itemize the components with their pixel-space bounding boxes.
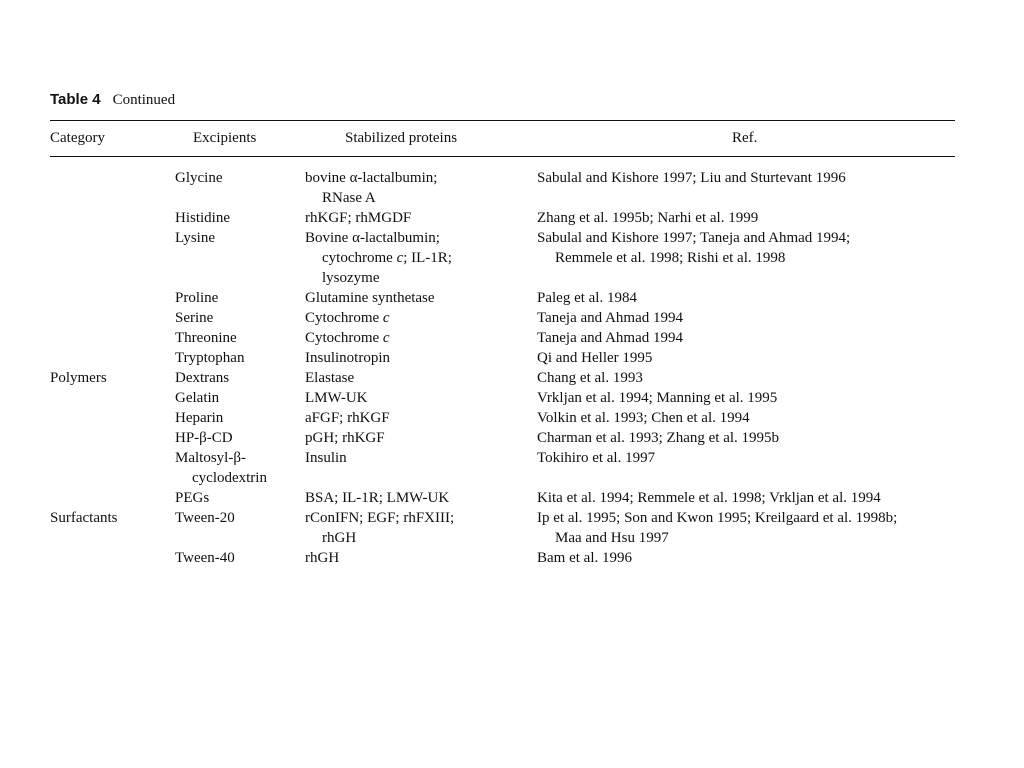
cell-stabilized-proteins-line: lysozyme bbox=[322, 270, 380, 286]
cell-ref-line: Volkin et al. 1993; Chen et al. 1994 bbox=[537, 410, 750, 426]
cell-excipient bbox=[175, 288, 305, 308]
cell-ref bbox=[537, 208, 955, 228]
cell-ref-line: Bam et al. 1996 bbox=[537, 550, 632, 566]
cell-excipient bbox=[175, 428, 305, 448]
cell-excipient-line: Glycine bbox=[175, 170, 223, 186]
cell-ref bbox=[537, 508, 955, 548]
table-caption-label: Table 4 bbox=[50, 91, 101, 108]
cell-excipient-line: Histidine bbox=[175, 210, 230, 226]
cell-stabilized-proteins-line: RNase A bbox=[322, 190, 376, 206]
header-excipients: Excipients bbox=[193, 130, 257, 146]
table-caption-text: Continued bbox=[112, 92, 176, 108]
cell-stabilized-proteins-line: LMW-UK bbox=[305, 390, 368, 406]
cell-excipient bbox=[175, 448, 305, 488]
cell-stabilized-proteins-line: Cytochrome c bbox=[305, 310, 390, 326]
cell-stabilized-proteins-line: Bovine α-lactalbumin; bbox=[305, 230, 440, 246]
cell-stabilized-proteins-line: aFGF; rhKGF bbox=[305, 410, 390, 426]
cell-stabilized-proteins bbox=[305, 308, 537, 328]
cell-ref bbox=[537, 408, 955, 428]
table-row bbox=[50, 408, 955, 428]
cell-category bbox=[50, 168, 175, 208]
table-row bbox=[50, 348, 955, 368]
cell-category bbox=[50, 508, 175, 548]
cell-ref-line: Remmele et al. 1998; Rishi et al. 1998 bbox=[555, 250, 786, 266]
cell-category bbox=[50, 448, 175, 488]
cell-stabilized-proteins bbox=[305, 208, 537, 228]
table-row bbox=[50, 308, 955, 328]
cell-category bbox=[50, 368, 175, 388]
cell-category-line: Surfactants bbox=[50, 510, 118, 526]
table-row bbox=[50, 388, 955, 408]
cell-excipient-line: Tween-20 bbox=[175, 510, 235, 526]
cell-category bbox=[50, 548, 175, 568]
cell-excipient bbox=[175, 348, 305, 368]
table-row bbox=[50, 428, 955, 448]
cell-excipient bbox=[175, 168, 305, 208]
cell-ref-line: Kita et al. 1994; Remmele et al. 1998; Vrkljan et al. 1994 bbox=[537, 490, 881, 506]
cell-category bbox=[50, 328, 175, 348]
cell-excipient bbox=[175, 228, 305, 288]
cell-ref bbox=[537, 548, 955, 568]
header-stabilized-proteins: Stabilized proteins bbox=[345, 130, 458, 146]
cell-excipient-line: Tryptophan bbox=[175, 350, 245, 366]
cell-excipient-line: Heparin bbox=[175, 410, 224, 426]
cell-ref bbox=[537, 168, 955, 208]
table-row bbox=[50, 508, 955, 548]
cell-stabilized-proteins-line: Insulinotropin bbox=[305, 350, 390, 366]
cell-ref bbox=[537, 428, 955, 448]
header-category: Category bbox=[50, 130, 105, 146]
cell-category bbox=[50, 408, 175, 428]
cell-excipient bbox=[175, 308, 305, 328]
cell-excipient bbox=[175, 368, 305, 388]
cell-excipient bbox=[175, 388, 305, 408]
cell-ref-line: Maa and Hsu 1997 bbox=[555, 530, 669, 546]
cell-excipient bbox=[175, 508, 305, 548]
cell-ref bbox=[537, 368, 955, 388]
table-row bbox=[50, 368, 955, 388]
cell-excipient-line: Maltosyl-β- bbox=[175, 450, 246, 466]
cell-category bbox=[50, 288, 175, 308]
cell-stabilized-proteins bbox=[305, 508, 537, 548]
cell-category bbox=[50, 308, 175, 328]
cell-ref bbox=[537, 388, 955, 408]
cell-excipient-line: Threonine bbox=[175, 330, 237, 346]
cell-ref-line: Charman et al. 1993; Zhang et al. 1995b bbox=[537, 430, 780, 446]
cell-category bbox=[50, 488, 175, 508]
cell-stabilized-proteins bbox=[305, 328, 537, 348]
cell-stabilized-proteins-line: Glutamine synthetase bbox=[305, 290, 435, 306]
cell-excipient-line: cyclodextrin bbox=[192, 470, 267, 486]
cell-ref-line: Chang et al. 1993 bbox=[537, 370, 643, 386]
table-row bbox=[50, 168, 955, 208]
cell-ref-line: Zhang et al. 1995b; Narhi et al. 1999 bbox=[537, 210, 759, 226]
cell-excipient-line: Gelatin bbox=[175, 390, 220, 406]
cell-ref-line: Taneja and Ahmad 1994 bbox=[537, 330, 683, 346]
cell-stabilized-proteins-line: Insulin bbox=[305, 450, 347, 466]
cell-excipient-line: PEGs bbox=[175, 490, 210, 506]
cell-excipient bbox=[175, 328, 305, 348]
cell-ref-line: Sabulal and Kishore 1997; Liu and Sturtevant 1996 bbox=[537, 170, 846, 186]
cell-ref bbox=[537, 228, 955, 288]
cell-stabilized-proteins bbox=[305, 288, 537, 308]
cell-excipient bbox=[175, 208, 305, 228]
cell-stabilized-proteins-line: rhKGF; rhMGDF bbox=[305, 210, 412, 226]
cell-ref bbox=[537, 348, 955, 368]
cell-category bbox=[50, 428, 175, 448]
cell-excipient-line: Lysine bbox=[175, 230, 215, 246]
cell-excipient-line: Dextrans bbox=[175, 370, 230, 386]
cell-category bbox=[50, 228, 175, 288]
table-row bbox=[50, 328, 955, 348]
cell-stabilized-proteins-line: Elastase bbox=[305, 370, 355, 386]
header-ref: Ref. bbox=[732, 130, 758, 146]
cell-stabilized-proteins bbox=[305, 168, 537, 208]
table-row bbox=[50, 488, 955, 508]
cell-excipient-line: HP-β-CD bbox=[175, 430, 233, 446]
cell-category bbox=[50, 348, 175, 368]
cell-excipient-line: Proline bbox=[175, 290, 219, 306]
cell-stabilized-proteins bbox=[305, 448, 537, 488]
cell-stabilized-proteins-line: rhGH bbox=[322, 530, 357, 546]
cell-stabilized-proteins bbox=[305, 388, 537, 408]
cell-ref-line: Vrkljan et al. 1994; Manning et al. 1995 bbox=[537, 390, 778, 406]
cell-category-line: Polymers bbox=[50, 370, 107, 386]
cell-stabilized-proteins bbox=[305, 368, 537, 388]
cell-ref-line: Tokihiro et al. 1997 bbox=[537, 450, 656, 466]
cell-excipient bbox=[175, 548, 305, 568]
cell-excipient-line: Serine bbox=[175, 310, 214, 326]
table-body bbox=[50, 168, 955, 568]
cell-stabilized-proteins bbox=[305, 548, 537, 568]
cell-stabilized-proteins bbox=[305, 228, 537, 288]
cell-ref bbox=[537, 448, 955, 488]
cell-stabilized-proteins-line: cytochrome c; IL-1R; bbox=[322, 250, 452, 266]
cell-excipient bbox=[175, 488, 305, 508]
cell-ref bbox=[537, 288, 955, 308]
cell-stabilized-proteins bbox=[305, 348, 537, 368]
cell-stabilized-proteins-line: pGH; rhKGF bbox=[305, 430, 385, 446]
table-top-rule bbox=[50, 120, 955, 121]
cell-stabilized-proteins bbox=[305, 428, 537, 448]
cell-stabilized-proteins bbox=[305, 488, 537, 508]
cell-stabilized-proteins-line: bovine α-lactalbumin; bbox=[305, 170, 438, 186]
cell-ref-line: Ip et al. 1995; Son and Kwon 1995; Kreilgaard et al. 1998b; bbox=[537, 510, 898, 526]
cell-stabilized-proteins bbox=[305, 408, 537, 428]
cell-excipient-line: Tween-40 bbox=[175, 550, 235, 566]
cell-stabilized-proteins-line: BSA; IL-1R; LMW-UK bbox=[305, 490, 450, 506]
cell-category bbox=[50, 208, 175, 228]
cell-ref-line: Qi and Heller 1995 bbox=[537, 350, 653, 366]
cell-ref bbox=[537, 328, 955, 348]
table-row bbox=[50, 208, 955, 228]
table-header-rule bbox=[50, 156, 955, 157]
cell-ref-line: Paleg et al. 1984 bbox=[537, 290, 637, 306]
table-row bbox=[50, 548, 955, 568]
cell-category bbox=[50, 388, 175, 408]
cell-stabilized-proteins-line: Cytochrome c bbox=[305, 330, 390, 346]
table-row bbox=[50, 228, 955, 288]
cell-excipient bbox=[175, 408, 305, 428]
table-row bbox=[50, 288, 955, 308]
cell-ref bbox=[537, 308, 955, 328]
table-caption bbox=[50, 91, 175, 109]
cell-ref-line: Sabulal and Kishore 1997; Taneja and Ahmad 1994; bbox=[537, 230, 851, 246]
cell-stabilized-proteins-line: rhGH bbox=[305, 550, 340, 566]
cell-ref-line: Taneja and Ahmad 1994 bbox=[537, 310, 683, 326]
cell-ref bbox=[537, 488, 955, 508]
cell-stabilized-proteins-line: rConIFN; EGF; rhFXIII; bbox=[305, 510, 455, 526]
table-row bbox=[50, 448, 955, 488]
